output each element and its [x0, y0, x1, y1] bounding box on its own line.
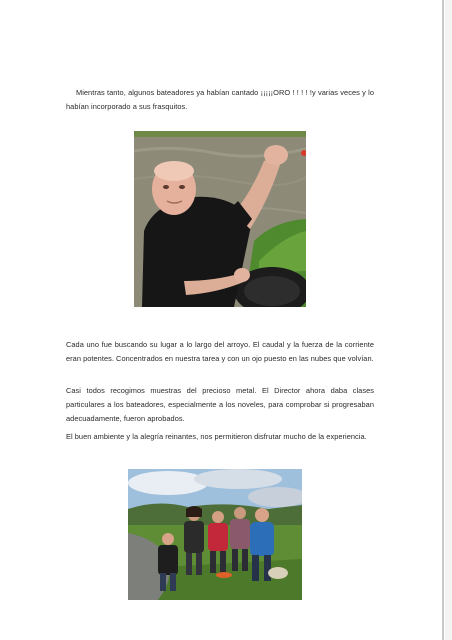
paragraph-4 [66, 430, 374, 444]
photo-man-panning [134, 131, 306, 307]
page-edge [442, 0, 444, 640]
paragraph-3-text: Casi todos recogimos muestras del precioso metal. El Director ahora daba clases particulares a los bateadores, especialmente a los noveles, para comprobar si progresaban adecuadamente, fueron aprobados. [66, 386, 374, 424]
photo-group-river-image [128, 469, 302, 600]
photo-group-river [128, 469, 302, 600]
paragraph-3 [66, 384, 374, 427]
paragraph-2 [66, 338, 374, 366]
paragraph-4-text: El buen ambiente y la alegría reinantes, nos permitieron disfrutar mucho de la experiencia. [66, 432, 367, 441]
paragraph-1-text: Mientras tanto, algunos bateadores ya habían cantado ¡¡¡¡¡ORO ! ! ! ! !y varias veces y lo habían incorporado a sus frasquitos. [66, 88, 374, 112]
photo-man-panning-image [134, 131, 306, 307]
paragraph-2-text: Cada uno fue buscando su lugar a lo largo del arroyo. El caudal y la fuerza de la corriente eran potentes. Concentrados en nuestra tarea y con un ojo puesto en las nubes que volvían. [66, 340, 374, 364]
paragraph-1 [66, 86, 374, 114]
